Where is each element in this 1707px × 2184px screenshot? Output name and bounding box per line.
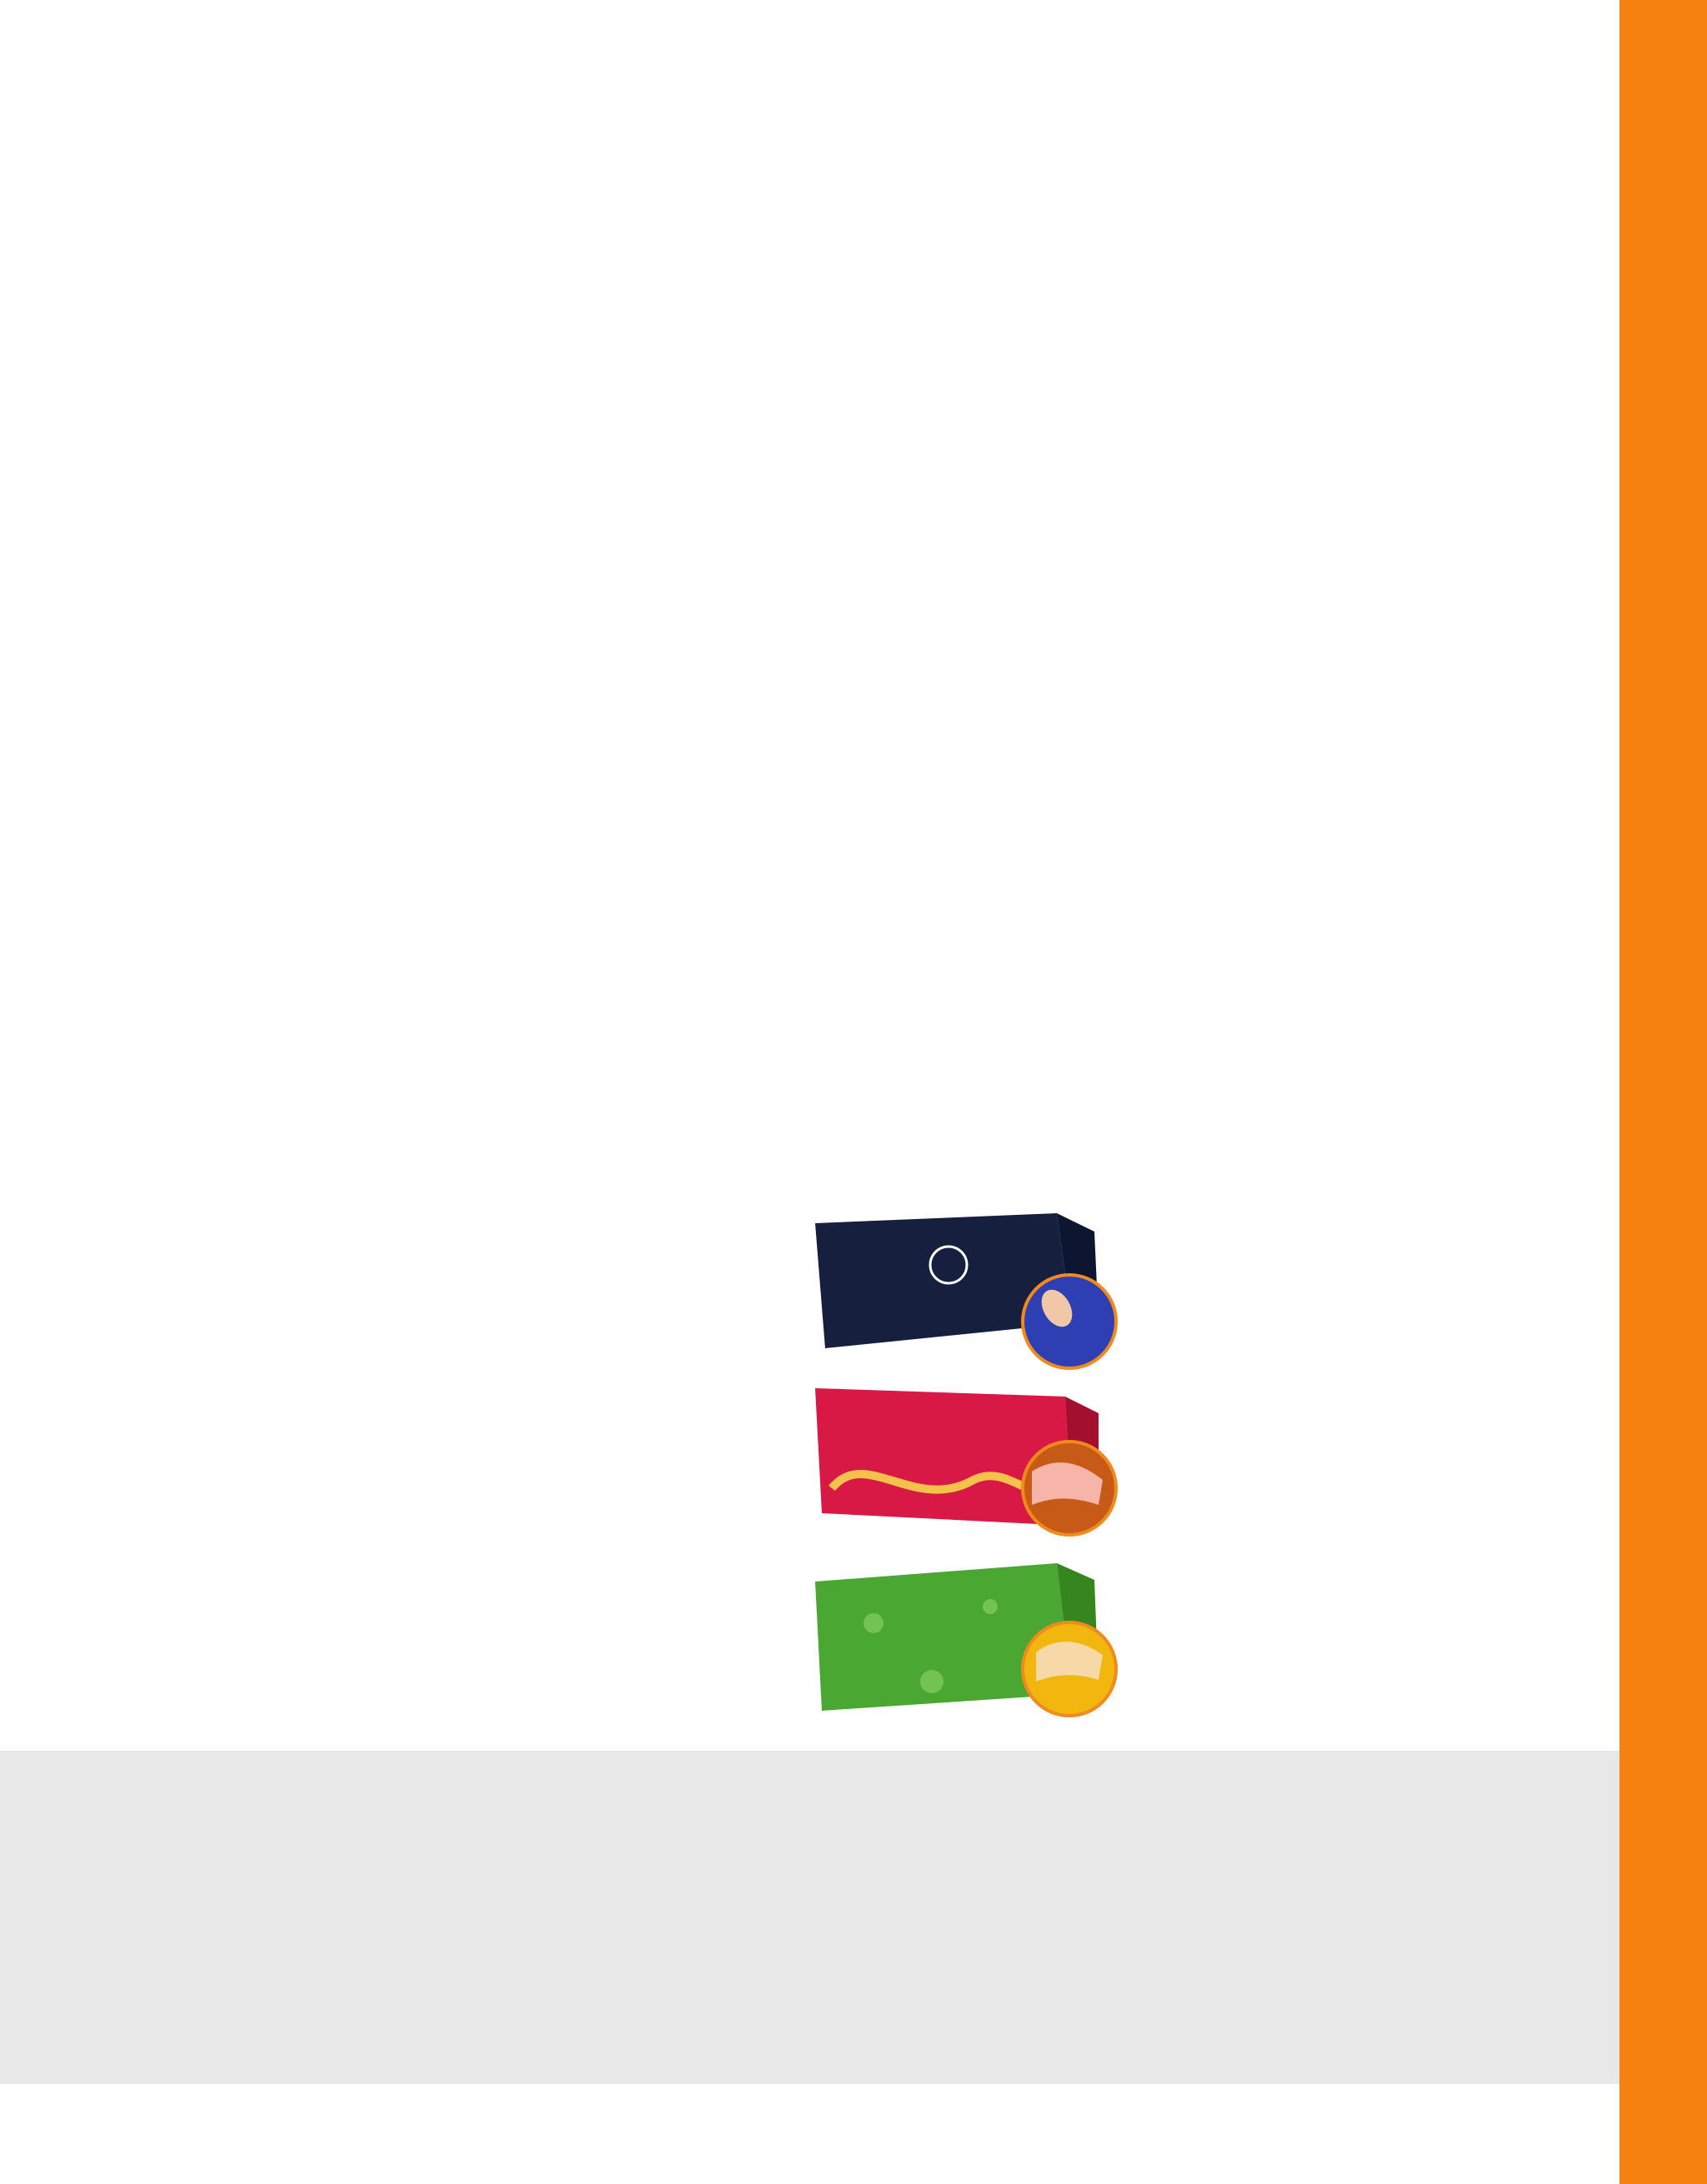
- throw-media-band: [0, 1751, 1619, 2084]
- orange-edge-bar: [1619, 0, 1707, 2184]
- fresh-juice-table-photo: [807, 1557, 1128, 1723]
- east-harbor-table-photo: [807, 1207, 1128, 1373]
- sea-of-noodles-table-photo: [807, 1380, 1128, 1547]
